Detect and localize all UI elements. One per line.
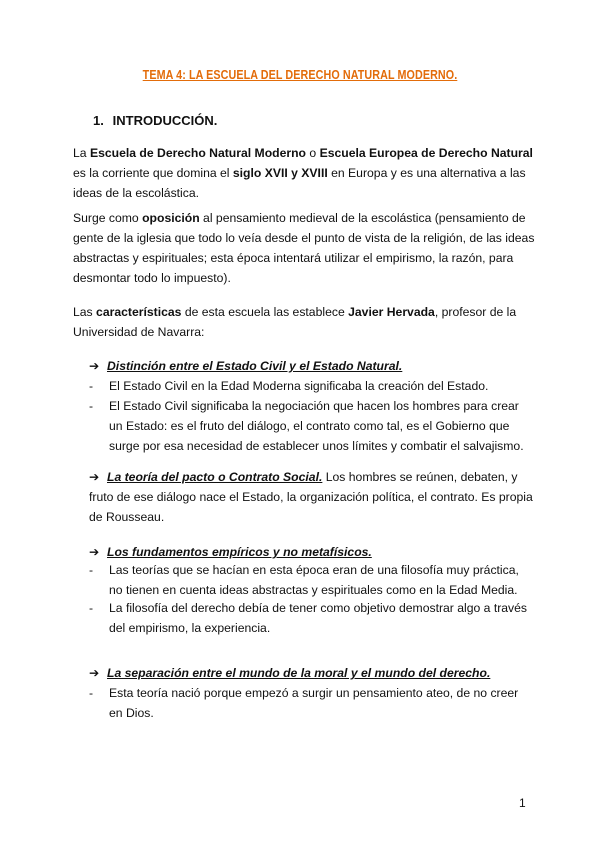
- paragraph-intro: [73, 143, 535, 203]
- arrow-icon: ➔: [89, 470, 100, 484]
- bold-term: Escuela Europea de Derecho Natural: [319, 146, 533, 160]
- arrow-icon: ➔: [89, 545, 100, 559]
- paragraph-opposition: [73, 208, 535, 288]
- characteristic-title: Distinción entre el Estado Civil y el Estado Natural.: [107, 359, 403, 373]
- list-item-text: Esta teoría nació porque empezó a surgir un pensamiento ateo, de no creer en Dios.: [109, 686, 519, 720]
- text-run: , profesor de la Universidad de Navarra:: [73, 305, 517, 339]
- text-run: La: [73, 146, 90, 160]
- document-title: TEMA 4: LA ESCUELA DEL DERECHO NATURAL MODERNO.: [142, 68, 458, 82]
- characteristic-heading: [89, 542, 534, 562]
- text-run: Surge como: [73, 211, 143, 225]
- characteristic-title: La separación entre el mundo de la moral y el mundo del derecho.: [107, 666, 491, 680]
- text-run: o: [306, 146, 320, 160]
- section-number: 1.: [93, 113, 104, 128]
- text-run: al pensamiento medieval de la escolástica (pensamiento de gente de la iglesia que todo lo veía desde el punto de vista de la religión, de las ideas abstractas y espirituales; esta época intentará utilizar el empirismo, la razón, para desmontar todo lo impuesto).: [73, 211, 535, 285]
- characteristic-heading: [89, 663, 534, 683]
- section-heading: [93, 113, 217, 128]
- section-title: INTRODUCCIÓN.: [112, 113, 218, 128]
- dash-bullet: -: [89, 399, 94, 413]
- bold-term: características: [96, 305, 182, 319]
- list-item-text: La filosofía del derecho debía de tener como objetivo demostrar algo a través del empirismo, la experiencia.: [109, 601, 528, 635]
- characteristic-title: La teoría del pacto o Contrato Social.: [107, 470, 323, 484]
- characteristic-heading: [89, 356, 534, 376]
- dash-bullet: -: [89, 379, 94, 393]
- arrow-icon: ➔: [89, 666, 100, 680]
- text-run: es la corriente que domina el: [73, 166, 233, 180]
- text-run: en Europa y es una alternativa a las ideas de la escolástica.: [73, 166, 526, 200]
- text-run: Las: [73, 305, 97, 319]
- arrow-icon: ➔: [89, 359, 100, 373]
- dash-bullet: -: [89, 601, 94, 615]
- characteristic-text: Los hombres se reúnen, debaten, y fruto de ese diálogo nace el Estado, la organización política, el contrato. Es propia de Rousseau.: [89, 470, 533, 524]
- text-run: de esta escuela las establece: [181, 305, 349, 319]
- dash-bullet: -: [89, 686, 94, 700]
- dash-bullet: -: [89, 563, 94, 577]
- list-item: [89, 376, 534, 396]
- list-item: [89, 598, 534, 638]
- paragraph-characteristics: [73, 302, 535, 342]
- list-item: [89, 396, 534, 456]
- characteristic-heading: [89, 467, 534, 527]
- bold-term: oposición: [142, 211, 200, 225]
- characteristic-title: Los fundamentos empíricos y no metafísicos.: [107, 545, 372, 559]
- list-item-text: El Estado Civil en la Edad Moderna significaba la creación del Estado.: [109, 379, 489, 393]
- list-item: [89, 683, 534, 723]
- bold-term: Escuela de Derecho Natural Moderno: [89, 146, 307, 160]
- bold-term: siglo XVII y XVIII: [232, 166, 328, 180]
- bold-term: Javier Hervada: [348, 305, 435, 319]
- list-item: [89, 560, 534, 600]
- page-number: 1: [519, 796, 526, 810]
- list-item-text: Las teorías que se hacían en esta época eran de una filosofía muy práctica, no tienen en cuenta ideas abstractas y espirituales como en la Edad Media.: [109, 563, 519, 597]
- list-item-text: El Estado Civil significaba la negociación que hacen los hombres para crear un Estado: es el fruto del diálogo, el contrato como tal, es el Gobierno que surge por esa necesidad de establecer unos límites y combatir el salvajismo.: [109, 399, 524, 453]
